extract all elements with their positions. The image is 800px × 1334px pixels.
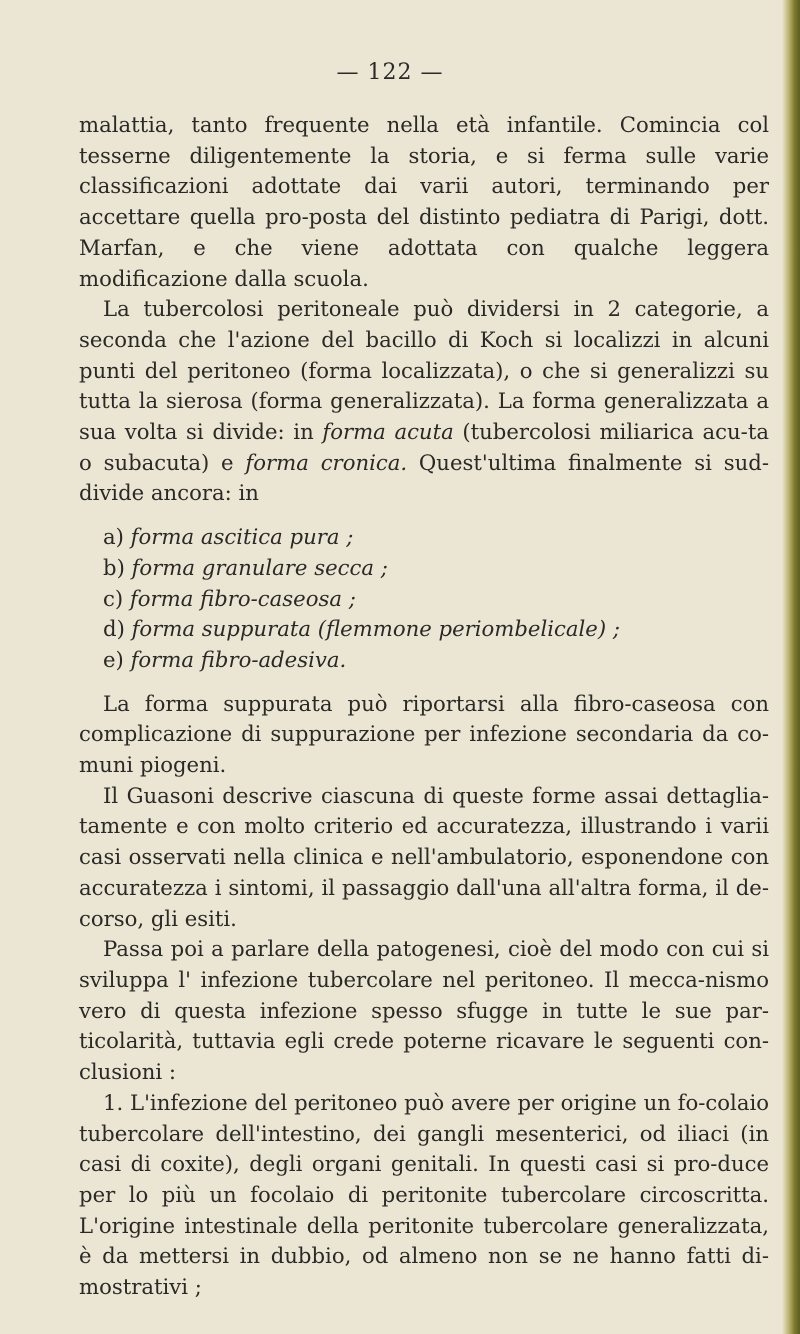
paragraph-1: malattia, tanto frequente nella età infantile. Comincia col tesserne diligentemente la storia, e si ferma sulle varie classificazioni adottate dai varii autori, terminando per accettare quella pro-posta del distinto pediatra di Parigi, dott. Marfan, e che viene adottata con qualche leggera modificazione dalla scuola. [79,112,769,291]
list-item-text: forma fibro-caseosa ; [129,585,356,611]
list-item [79,645,769,676]
paragraph-4: Il Guasoni descrive ciascuna di queste forme assai dettaglia-tamente e con molto criterio ed accuratezza, illustrando i varii casi osservati nella clinica e nell'ambulatorio, esponendone con accuratezza i sintomi, il passaggio dall'una all'altra forma, il de-corso, gli esiti. [79,782,769,931]
page-number: — 122 — [336,60,444,85]
list-item-label: e) [103,646,124,672]
list-item-label: b) [103,554,125,580]
forms-list [79,522,769,676]
list-item [79,584,769,615]
list-item-text: forma fibro-adesiva. [130,646,347,672]
list-item-text: forma granulare secca ; [131,554,388,580]
paragraph-3: La forma suppurata può riportarsi alla fibro-caseosa con complicazione di suppurazione per infezione secondaria da co-muni piogeni. [79,690,769,778]
body-text [79,110,769,1303]
list-item-text: forma ascitica pura ; [130,524,354,550]
list-item [79,522,769,553]
page-edge [782,0,800,1334]
list-item [79,614,769,645]
list-item-label: d) [103,616,125,642]
paragraph-2 [79,294,769,509]
paragraph-2-part-1: La tubercolosi peritoneale può dividersi in 2 categorie, a seconda che l'azione del bacillo di Koch si localizzi in alcuni punti del peritoneo (forma localizzata), o che si generalizzi su tutta la sierosa (forma generalizzata). La forma generalizzata a sua volta si divide: in [79,296,769,445]
paragraph-2-part-2: (tubercolosi miliarica acu-ta o subacuta) e [79,419,769,475]
list-item-label: c) [103,585,124,611]
paragraph-5: Passa poi a parlare della patogenesi, cioè del modo con cui si sviluppa l' infezione tubercolare nel peritoneo. Il mecca-nismo vero di questa infezione spesso sfugge in tutte le sue par-ticolarità, tuttavia egli crede poterne ricavare le seguenti con-clusioni : [79,936,769,1085]
paragraph-2-part-3: Quest'ultima finalmente si sud-divide ancora: in [79,449,770,506]
paragraph-6: 1. L'infezione del peritoneo può avere per origine un fo-colaio tubercolare dell'intestino, dei gangli mesenterici, od iliaci (in casi di coxite), degli organi genitali. In questi casi si pro-duce per lo più un focolaio di peritonite tubercolare circoscritta. L'origine intestinale della peritonite tubercolare generalizzata, è da mettersi in dubbio, od almeno non se ne hanno fatti di-mostrativi ; [79,1089,769,1300]
list-item-text: forma suppurata (flemmone periombelicale) ; [131,616,620,642]
list-item-label: a) [103,524,124,550]
list-item [79,553,769,584]
paragraph-2-emphasis-1: forma acuta [322,419,454,445]
paragraph-2-emphasis-2: forma cronica. [245,449,408,475]
